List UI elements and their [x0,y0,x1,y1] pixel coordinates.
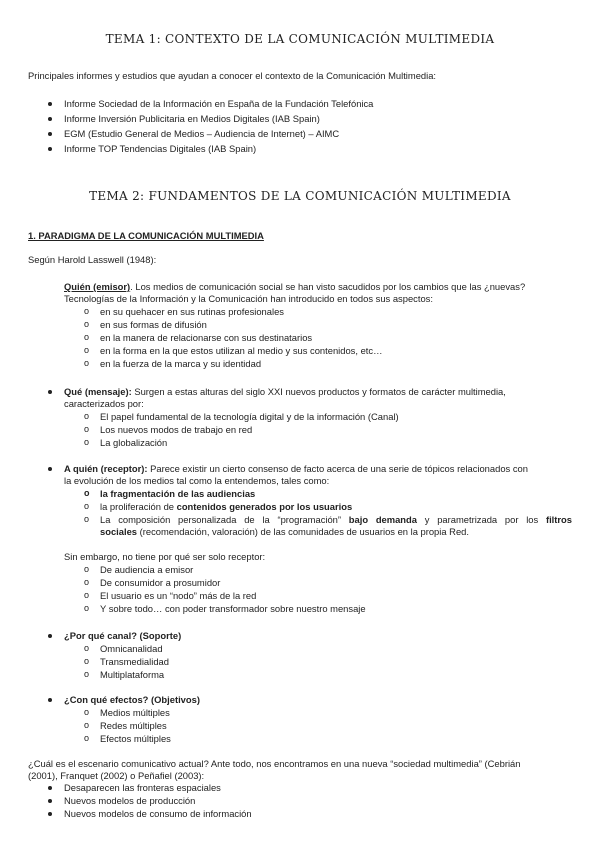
bullet-icon [48,132,52,136]
que-text: Surgen a estas alturas del siglo XXI nuevos productos y formatos de carácter multimedia, [131,386,506,397]
bullet-icon [48,799,52,803]
aquien-sub1-text: la fragmentación de las audiencias [100,488,256,499]
efectos-subitem: Efectos múltiples [100,733,171,744]
canal-label-text: ¿Por qué canal? (Soporte) [64,630,182,641]
final-item: Nuevos modelos de producción [64,795,196,806]
circle-bullet-icon: o [84,358,90,368]
circle-bullet-icon: o [84,590,90,600]
que-line1 [64,386,506,398]
tema1-item: Informe TOP Tendencias Digitales (IAB Spain) [64,143,257,154]
circle-bullet-icon: o [84,643,90,653]
aquien-text: Parece existir un cierto consenso de facto acerca de una serie de tópicos relacionados con [147,463,528,474]
bullet-icon [48,117,52,121]
efectos-subitem: Medios múltiples [100,707,170,718]
bullet-icon [48,390,52,394]
tema1-item: EGM (Estudio General de Medios – Audiencia de Internet) – AIMC [64,128,340,139]
canal-subitem: Multiplataforma [100,669,165,680]
circle-bullet-icon: o [84,720,90,730]
aquien-sub3-bold3: sociales [100,526,138,537]
que-line2: caracterizados por: [64,398,144,409]
aquien-sub2 [100,501,352,513]
quien-subitem: en la manera de relacionarse con sus destinatarios [100,332,313,343]
circle-bullet-icon: o [84,332,90,342]
tema1-item: Informe Sociedad de la Información en España de la Fundación Telefónica [64,98,374,109]
sin-embargo: Sin embargo, no tiene por qué ser solo receptor: [64,551,266,562]
quien-line1 [64,281,525,293]
aquien-sub3-bold1: bajo demanda [348,514,417,525]
circle-bullet-icon: o [84,514,90,524]
section-heading: 1. PARADIGMA DE LA COMUNICACIÓN MULTIMEDIA [28,230,264,241]
final-item: Desaparecen las fronteras espaciales [64,782,221,793]
efectos-label-text: ¿Con qué efectos? (Objetivos) [64,694,200,705]
bullet-icon [48,102,52,106]
que-subitem: El papel fundamental de la tecnología digital y de la información (Canal) [100,411,399,422]
bullet-icon [48,698,52,702]
aquien-sub3-line2 [100,526,469,538]
quien-line2: Tecnologías de la Información y la Comunicación han introducido en todos sus aspectos: [64,293,433,304]
receptor-subitem: Y sobre todo… con poder transformador sobre nuestro mensaje [100,603,366,614]
aquien-sub3-bold2: filtros [545,514,572,525]
que-label: Qué (mensaje): [64,386,132,397]
lasswell-intro: Según Harold Lasswell (1948): [28,254,157,265]
receptor-subitem: El usuario es un “nodo” más de la red [100,590,257,601]
circle-bullet-icon: o [84,306,90,316]
circle-bullet-icon: o [84,488,90,498]
circle-bullet-icon: o [84,345,90,355]
circle-bullet-icon: o [84,411,90,421]
receptor-subitem: De consumidor a prosumidor [100,577,221,588]
circle-bullet-icon: o [84,437,90,447]
escenario-line1: ¿Cuál es el escenario comunicativo actual? Ante todo, nos encontramos en una nueva “sociedad multimedia” (Cebrián [28,758,521,769]
tema1-item: Informe Inversión Publicitaria en Medios Digitales (IAB Spain) [64,113,320,124]
bullet-icon [48,147,52,151]
circle-bullet-icon: o [84,656,90,666]
quien-subitem: en la fuerza de la marca y su identidad [100,358,262,369]
bullet-icon [48,786,52,790]
efectos-label [64,694,200,706]
circle-bullet-icon: o [84,564,90,574]
aquien-line2: la evolución de los medios tal como la entendemos, tales como: [64,475,330,486]
circle-bullet-icon: o [84,424,90,434]
bullet-icon [48,467,52,471]
circle-bullet-icon: o [84,707,90,717]
tema2-title: TEMA 2: FUNDAMENTOS DE LA COMUNICACIÓN MULTIMEDIA [89,189,511,203]
que-subitem: La globalización [100,437,168,448]
efectos-subitem: Redes múltiples [100,720,167,731]
que-subitem: Los nuevos modos de trabajo en red [100,424,253,435]
canal-subitem: Omnicanalidad [100,643,163,654]
quien-subitem: en su quehacer en sus rutinas profesionales [100,306,284,317]
aquien-sub3-mid: y parametrizada por los [416,514,546,525]
aquien-sub2-bold: contenidos generados por los usuarios [176,501,353,512]
escenario-line2: (2001), Franquet (2002) o Peñafiel (2003): [28,770,205,781]
circle-bullet-icon: o [84,319,90,329]
aquien-sub3-end: (recomendación, valoración) de las comunidades de usuarios en la propia Red. [137,526,469,537]
quien-subitem: en la forma en la que estos utilizan al medio y sus contenidos, etc… [100,345,383,356]
circle-bullet-icon: o [84,501,90,511]
aquien-sub2-pre: la proliferación de [100,501,177,512]
aquien-sub1 [100,488,255,500]
circle-bullet-icon: o [84,669,90,679]
quien-text: . Los medios de comunicación social se han visto sacudidos por los cambios que las ¿nuevas? [130,281,526,292]
bullet-icon [48,634,52,638]
bullet-icon [48,812,52,816]
quien-label: Quién (emisor) [64,281,131,292]
canal-subitem: Transmedialidad [100,656,169,667]
aquien-label: A quién (receptor): [64,463,148,474]
quien-subitem: en sus formas de difusión [100,319,207,330]
aquien-line1 [64,463,528,475]
circle-bullet-icon: o [84,577,90,587]
aquien-sub3-pre: La composición personalizada de la “programación” [100,514,349,525]
circle-bullet-icon: o [84,733,90,743]
tema1-title: TEMA 1: CONTEXTO DE LA COMUNICACIÓN MULTIMEDIA [105,32,495,46]
receptor-subitem: De audiencia a emisor [100,564,194,575]
canal-label [64,630,181,642]
aquien-sub3-line1 [100,514,572,526]
final-item: Nuevos modelos de consumo de información [64,808,252,819]
circle-bullet-icon: o [84,603,90,613]
tema1-intro: Principales informes y estudios que ayudan a conocer el contexto de la Comunicación Multimedia: [28,70,437,81]
